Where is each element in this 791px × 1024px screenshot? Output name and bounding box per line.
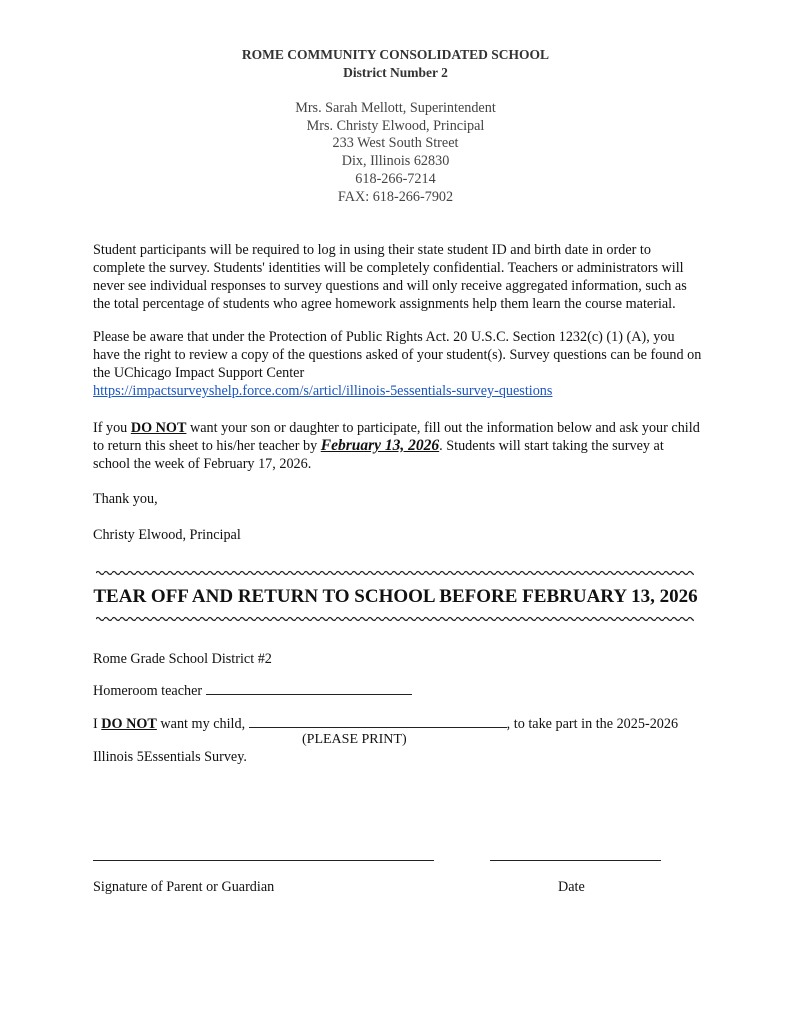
signature-field[interactable] [93,860,434,861]
paragraph-text: Student participants will be required to log in using their state student ID and birth date in order to complete the survey. Students' identities will be completely confidential. Teachers or administrators will never see individual responses to survey questions and will only receive aggregated information, such as the total percentage of students who agree homework assignments help them learn the course material. [93,242,687,312]
contact-block [0,100,791,206]
please-print-hint: (PLEASE PRINT) [302,732,407,747]
text: want my child, [156,716,249,732]
date-field[interactable] [490,860,661,861]
text: . Students will start taking the survey at school the week of February 17, 2026. [93,438,664,472]
homeroom-label: Homeroom teacher [93,683,203,699]
contact-line: 618-266-7214 [355,170,436,187]
opt-out-row [93,715,733,733]
do-not-emphasis: DO NOT [101,716,157,732]
thank-you: Thank you, [93,491,158,507]
paragraph-opt-out [93,419,703,473]
signoff: Christy Elwood, Principal [93,527,241,543]
signature-label: Signature of Parent or Guardian [93,879,275,895]
tear-line-top [96,569,694,577]
tear-off-title: TEAR OFF AND RETURN TO SCHOOL BEFORE FEBRUARY 13, 2026 [93,586,698,607]
paragraph-confidentiality [93,241,703,313]
tear-line-bottom [96,615,694,623]
homeroom-teacher-field[interactable] [206,682,412,695]
contact-line: 233 West South Street [332,135,459,152]
survey-name: Illinois 5Essentials Survey. [93,749,247,765]
homeroom-row [93,682,703,700]
text: want your son or daughter to participate, fill out the information below and ask your child to return this sheet to his/her teacher by [93,420,700,454]
contact-line: FAX: 618-266-7902 [337,188,454,205]
survey-questions-link[interactable]: https://impactsurveyshelp.force.com/s/articl/illinois-5essentials-survey-questions [93,383,553,399]
text: If you [93,420,131,436]
deadline-date: February 13, 2026 [320,437,440,454]
text: I [93,716,102,732]
contact-line: Dix, Illinois 62830 [341,153,450,170]
contact-line: Mrs. Christy Elwood, Principal [306,117,485,134]
do-not-emphasis: DO NOT [130,420,187,436]
paragraph-rights [93,328,703,400]
district-number: District Number 2 [343,65,448,80]
paragraph-text: Please be aware that under the Protection of Public Rights Act. 20 U.S.C. Section 1232(c) (1) (A), you have the right to review a copy of the questions asked of your student(s). Survey questions can be found on the UChicago Impact Support Center [93,329,702,381]
school-name: ROME COMMUNITY CONSOLIDATED SCHOOL [241,47,550,62]
child-name-field[interactable] [249,715,507,728]
form-district: Rome Grade School District #2 [93,651,272,667]
text: , to take part in the 2025-2026 [506,716,679,732]
contact-line: Mrs. Sarah Mellott, Superintendent [295,100,496,116]
date-label: Date [558,879,585,895]
